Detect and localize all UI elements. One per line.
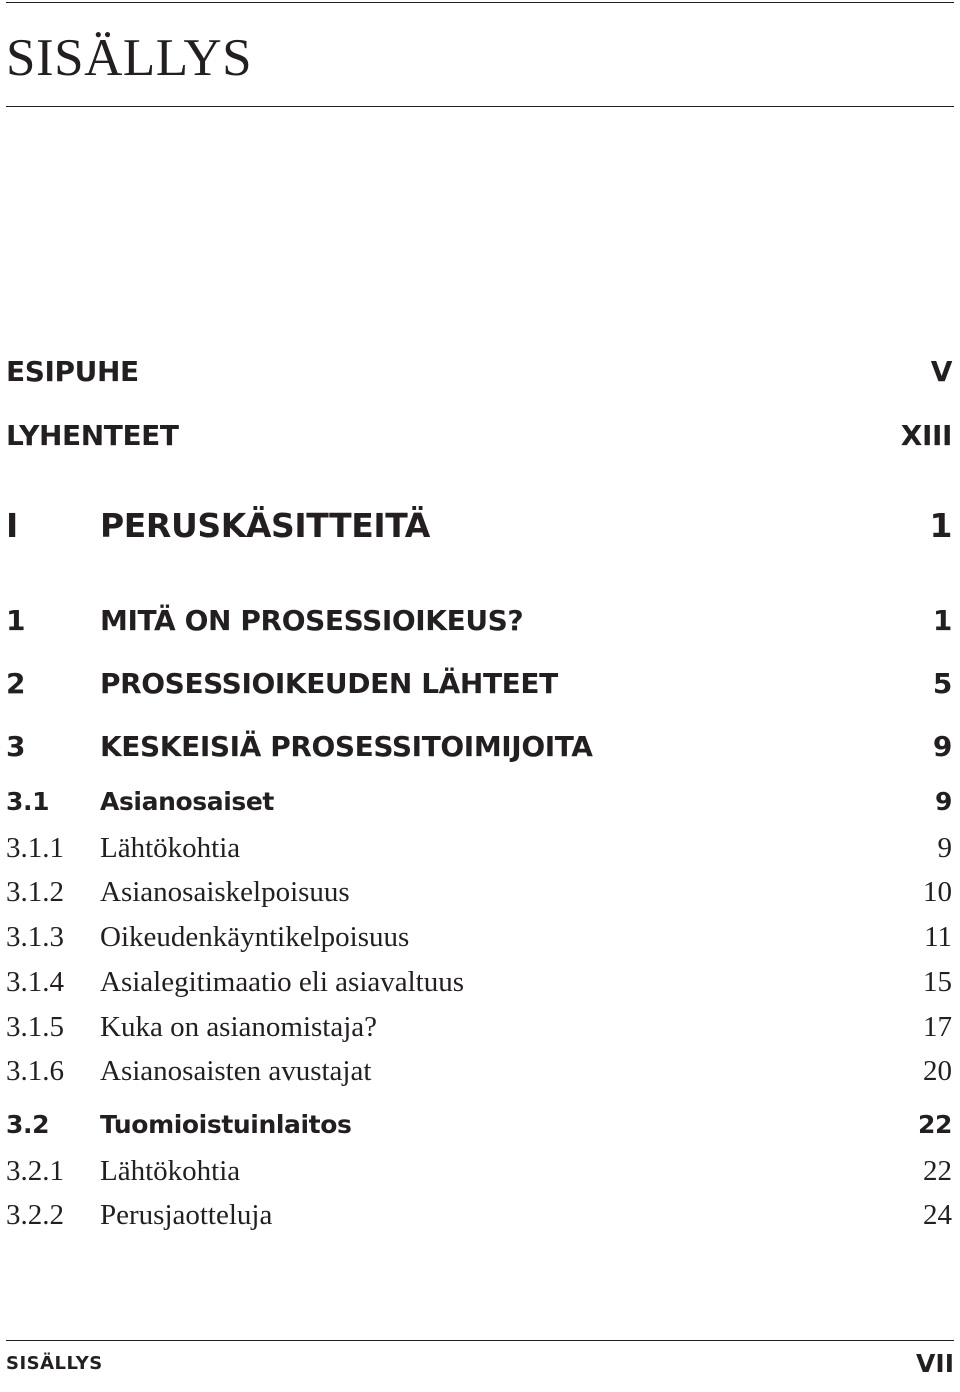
toc-entry-label: ESIPUHE — [6, 355, 139, 388]
toc-entry-number: 3 — [6, 730, 26, 763]
toc-entry-label: Lähtökohtia — [100, 832, 241, 864]
toc-entry-page: XIII — [900, 419, 952, 452]
toc-entry-page: 10 — [923, 876, 952, 908]
toc-entry-label: Oikeudenkäyntikelpoisuus — [100, 921, 410, 953]
toc-entry-label: Tuomioistuinlaitos — [100, 1110, 352, 1139]
toc-entry-label: LYHENTEET — [6, 419, 179, 452]
toc-entry-number: 3.1.4 — [6, 966, 64, 998]
toc-entry-label: Asianosaisten avustajat — [100, 1055, 372, 1087]
toc-entry-page: 17 — [923, 1011, 952, 1043]
toc-entry-section-3-2[interactable] — [6, 1105, 952, 1145]
toc-entry-page: 9 — [935, 787, 952, 816]
toc-entry-page: 1 — [929, 506, 952, 545]
toc-entry-label: Asianosaiskelpoisuus — [100, 876, 350, 908]
toc-entry-part-1[interactable] — [6, 506, 952, 546]
toc-entry-label: Asianosaiset — [100, 787, 274, 816]
toc-entry-number: 3.1.6 — [6, 1055, 64, 1087]
toc-entry-label: KESKEISIÄ PROSESSITOIMIJOITA — [100, 730, 593, 763]
toc-entry-lyhenteet[interactable] — [6, 416, 952, 456]
toc-entry-page: 20 — [923, 1055, 952, 1087]
toc-entry-section-3-1-1[interactable] — [6, 828, 952, 868]
toc-entry-label: Lähtökohtia — [100, 1155, 241, 1187]
toc-entry-section-3-1-4[interactable] — [6, 962, 952, 1002]
toc-entry-page: 22 — [918, 1110, 952, 1139]
toc-entry-number: 3.1.2 — [6, 876, 64, 908]
toc-entry-number: I — [6, 506, 18, 545]
toc-entry-section-3-1-3[interactable] — [6, 917, 952, 957]
toc-entry-page: 22 — [923, 1155, 952, 1187]
toc-entry-section-3-1-5[interactable] — [6, 1007, 952, 1047]
title-rule — [6, 106, 954, 107]
toc-entry-page: 15 — [923, 966, 952, 998]
toc-entry-chapter-2[interactable] — [6, 664, 952, 704]
toc-entry-label: Kuka on asianomistaja? — [100, 1011, 378, 1043]
toc-entry-chapter-1[interactable] — [6, 601, 952, 641]
toc-entry-page: 11 — [924, 921, 952, 953]
toc-entry-label: PERUSKÄSITTEITÄ — [100, 506, 430, 545]
toc-entry-number: 2 — [6, 667, 26, 700]
toc-entry-page: 9 — [932, 730, 952, 763]
footer-rule — [6, 1340, 954, 1341]
toc-entry-label: PROSESSIOIKEUDEN LÄHTEET — [100, 667, 558, 700]
toc-entry-section-3-1-2[interactable] — [6, 872, 952, 912]
page-number: VII — [916, 1349, 954, 1378]
toc-entry-section-3-2-2[interactable] — [6, 1195, 952, 1235]
toc-entry-page: 1 — [932, 604, 952, 637]
toc-entry-number: 3.1.1 — [6, 832, 64, 864]
toc-entry-number: 3.1.3 — [6, 921, 64, 953]
toc-entry-number: 3.2.1 — [6, 1155, 64, 1187]
toc-entry-number: 3.1 — [6, 787, 50, 816]
toc-entry-page: V — [930, 355, 952, 388]
toc-entry-label: MITÄ ON PROSESSIOIKEUS? — [100, 604, 524, 637]
page-title: SISÄLLYS — [6, 29, 253, 87]
top-rule — [6, 2, 954, 3]
toc-entry-page: 9 — [937, 832, 952, 864]
toc-entry-section-3-2-1[interactable] — [6, 1151, 952, 1191]
running-footer-title: SISÄLLYS — [6, 1353, 103, 1374]
toc-entry-label: Perusjaotteluja — [100, 1199, 273, 1231]
toc-entry-number: 1 — [6, 604, 26, 637]
toc-entry-section-3-1-6[interactable] — [6, 1051, 952, 1091]
toc-entry-chapter-3[interactable] — [6, 727, 952, 767]
toc-entry-number: 3.2.2 — [6, 1199, 64, 1231]
toc-entry-section-3-1[interactable] — [6, 782, 952, 822]
toc-entry-number: 3.1.5 — [6, 1011, 64, 1043]
toc-entry-page: 5 — [932, 667, 952, 700]
toc-entry-label: Asialegitimaatio eli asiavaltuus — [100, 966, 465, 998]
toc-entry-esipuhe[interactable] — [6, 352, 952, 392]
toc-entry-number: 3.2 — [6, 1110, 50, 1139]
toc-entry-page: 24 — [923, 1199, 952, 1231]
